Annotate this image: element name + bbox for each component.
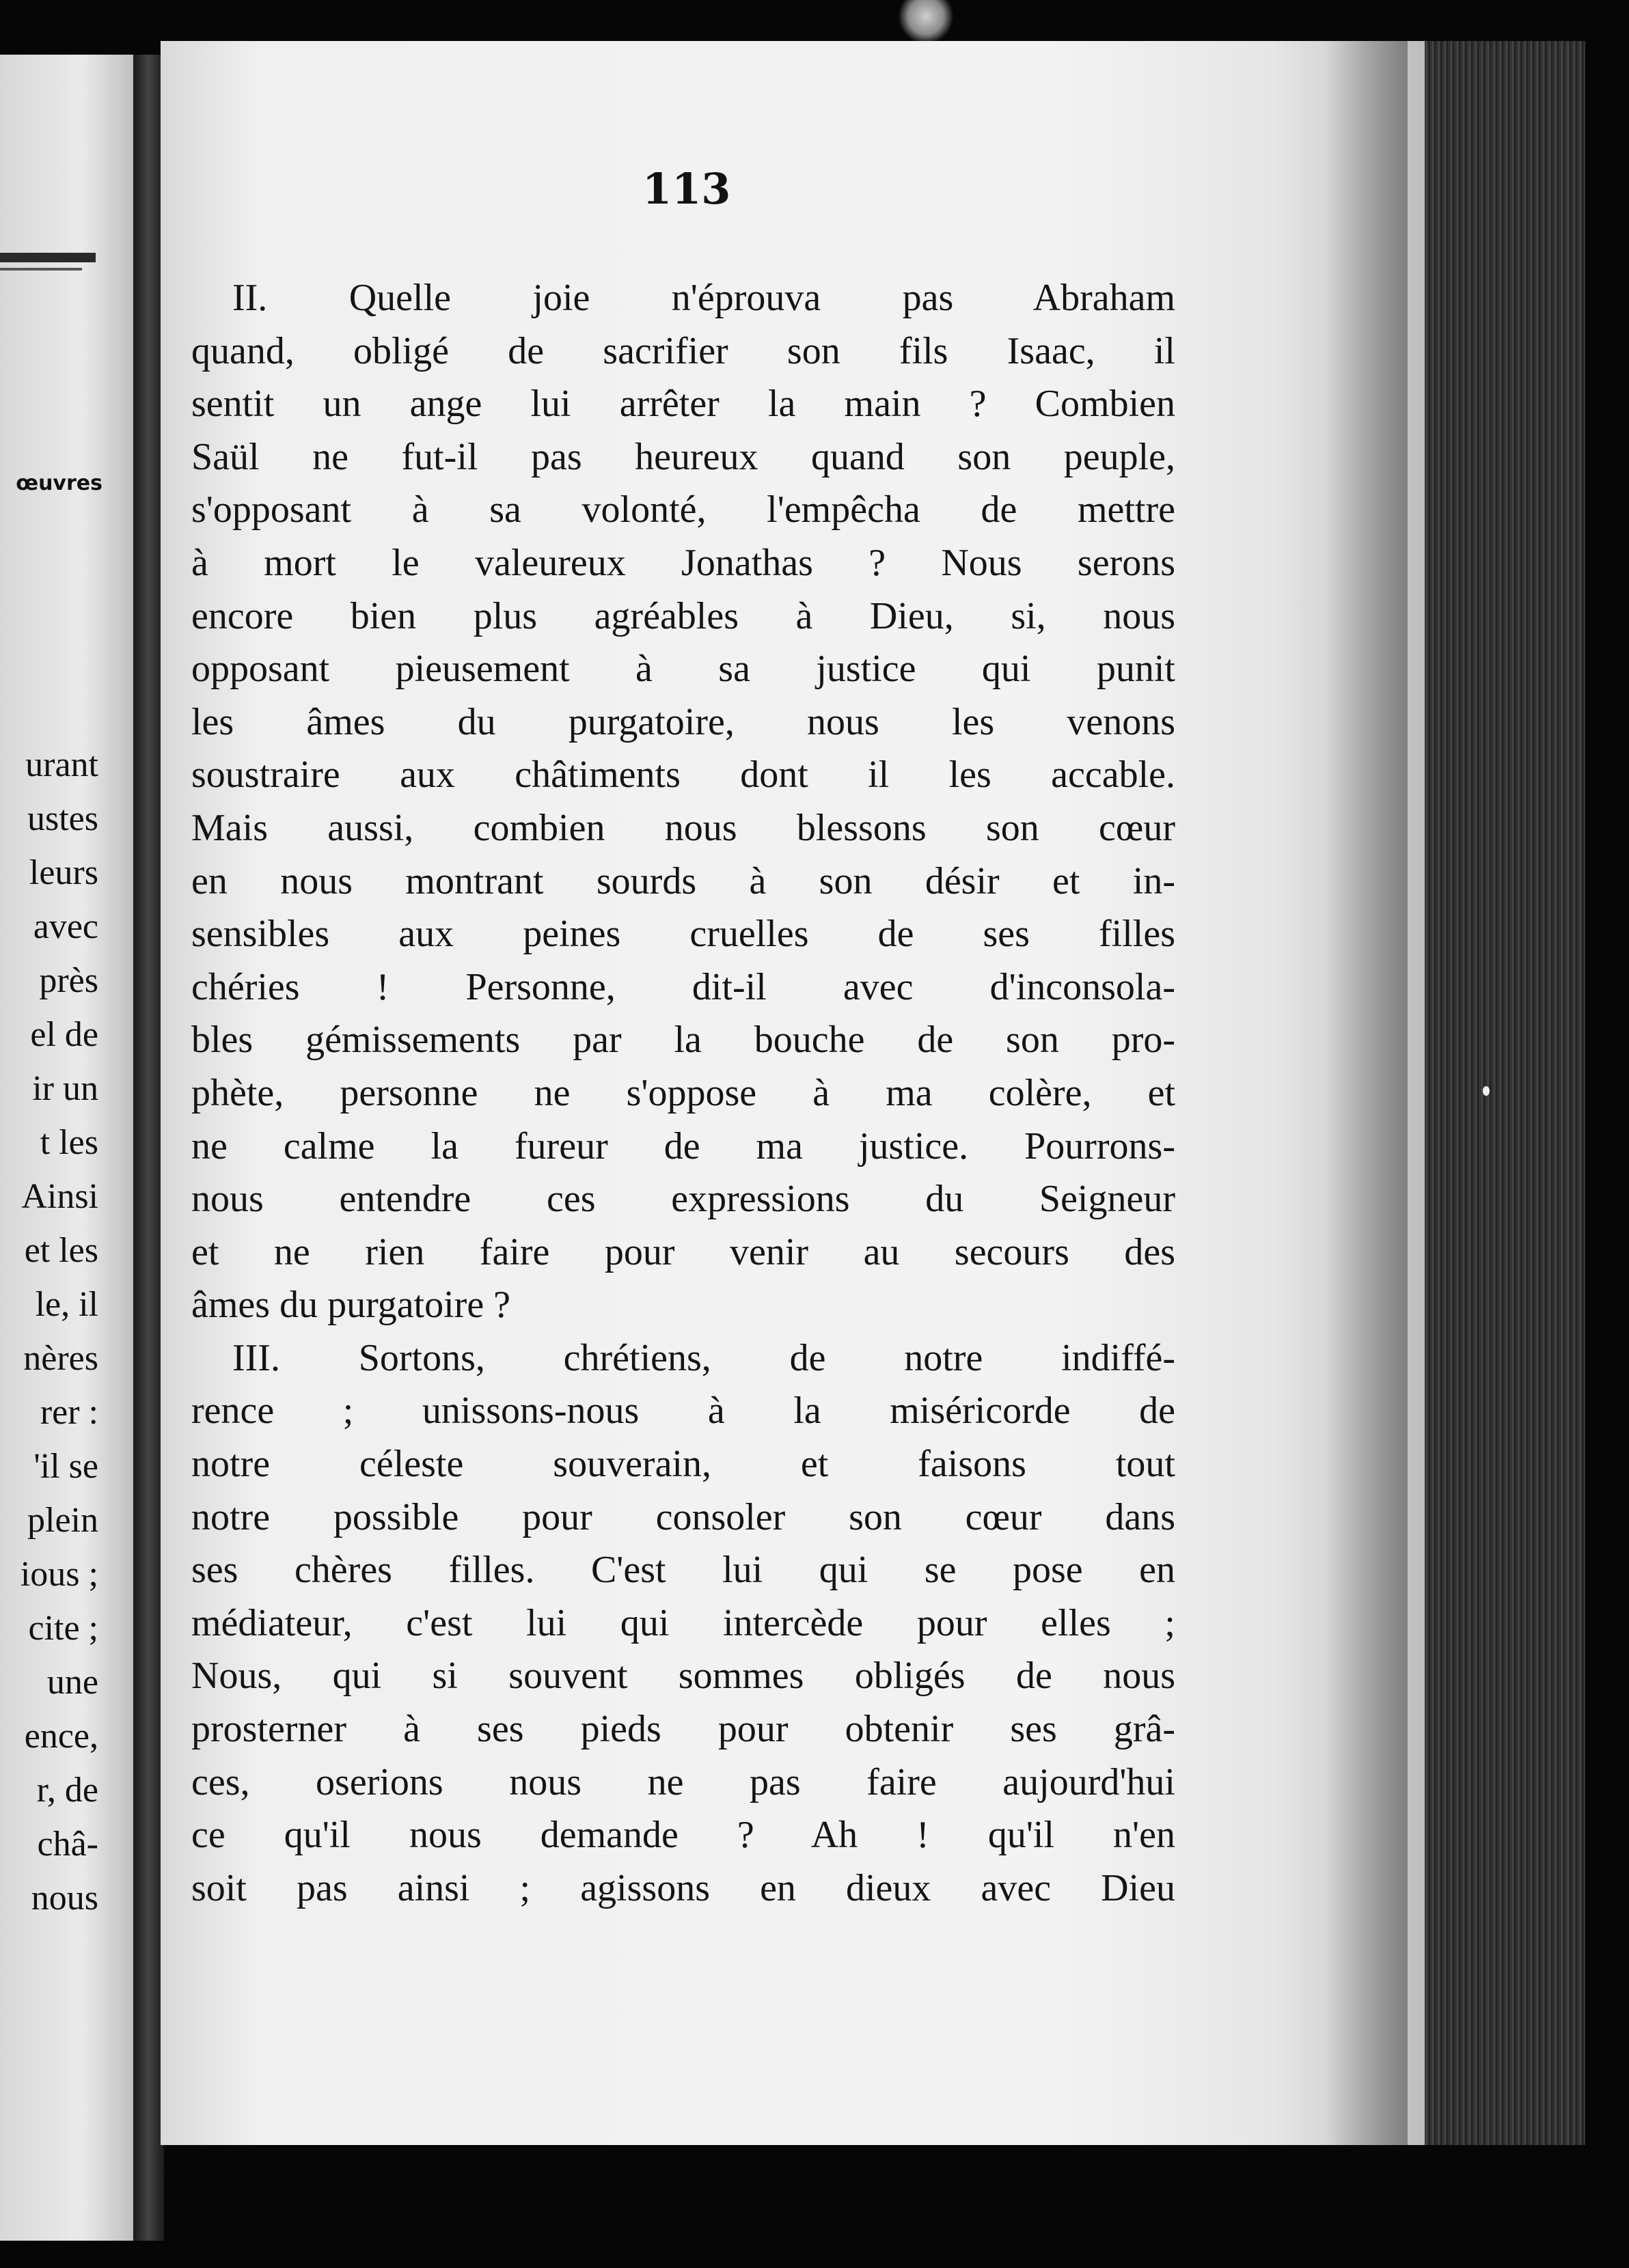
left-line: 'il se bbox=[33, 1447, 98, 1486]
left-line: t les bbox=[40, 1123, 98, 1162]
left-line: ious ; bbox=[20, 1555, 98, 1594]
left-line: cite ; bbox=[28, 1609, 98, 1648]
text-line: bles gémissements par la bouche de son pro- bbox=[191, 1019, 1175, 1062]
left-line: nères bbox=[23, 1339, 98, 1378]
text-line: ne calme la fureur de ma justice. Pourrons- bbox=[191, 1124, 1175, 1167]
text-line: rence ; unissons-nous à la miséricorde de bbox=[191, 1389, 1175, 1433]
left-line: ir un bbox=[32, 1069, 98, 1108]
text-line: encore bien plus agréables à Dieu, si, nous bbox=[191, 594, 1175, 637]
left-page-heading: œuvres bbox=[16, 471, 102, 495]
text-line: âmes du purgatoire ? bbox=[191, 1284, 511, 1327]
left-line: ustes bbox=[27, 799, 98, 838]
book-gutter bbox=[133, 55, 164, 2241]
text-line: sentit un ange lui arrêter la main ? Combien bbox=[191, 383, 1175, 426]
page-body-text bbox=[191, 272, 1175, 1915]
text-line: nous entendre ces expressions du Seigneur bbox=[191, 1178, 1175, 1221]
left-page-text bbox=[0, 738, 98, 1925]
left-line: châ- bbox=[37, 1825, 98, 1864]
left-line: le, il bbox=[35, 1285, 98, 1324]
text-line: et ne rien faire pour venir au secours des bbox=[191, 1230, 1175, 1273]
left-facing-page bbox=[0, 55, 137, 2241]
text-line: opposant pieusement à sa justice qui punit bbox=[191, 648, 1175, 691]
left-line: leurs bbox=[29, 853, 98, 892]
text-line: soit pas ainsi ; agissons en dieux avec Dieu bbox=[191, 1866, 1175, 1909]
text-line: chéries ! Personne, dit-il avec d'inconsola- bbox=[191, 965, 1175, 1008]
text-line: Nous, qui si souvent sommes obligés de nous bbox=[191, 1655, 1175, 1698]
left-line: et les bbox=[24, 1231, 98, 1270]
left-page-rule-thin bbox=[0, 268, 82, 271]
text-line: ses chères filles. C'est lui qui se pose en bbox=[191, 1549, 1175, 1592]
left-line: une bbox=[46, 1663, 98, 1702]
left-line: el de bbox=[30, 1015, 98, 1054]
left-line: près bbox=[39, 961, 98, 1000]
text-line: à mort le valeureux Jonathas ? Nous serons bbox=[191, 541, 1175, 584]
text-line: phète, personne ne s'oppose à ma colère, et bbox=[191, 1071, 1175, 1114]
text-line: soustraire aux châtiments dont il les accable. bbox=[191, 753, 1175, 797]
text-line: sensibles aux peines cruelles de ses filles bbox=[191, 913, 1175, 956]
scan-speck bbox=[1483, 1086, 1490, 1096]
text-line: Saül ne fut-il pas heureux quand son peuple, bbox=[191, 435, 1175, 478]
left-line: Ainsi bbox=[21, 1177, 98, 1216]
text-line: ce qu'il nous demande ? Ah ! qu'il n'en bbox=[191, 1814, 1175, 1857]
text-line: ces, oserions nous ne pas faire aujourd'hui bbox=[191, 1760, 1175, 1803]
left-line: ence, bbox=[24, 1717, 98, 1756]
text-line: s'opposant à sa volonté, l'empêcha de mettre bbox=[191, 488, 1175, 531]
text-line: notre possible pour consoler son cœur dans bbox=[191, 1495, 1175, 1538]
text-line: II. Quelle joie n'éprouva pas Abraham bbox=[232, 277, 1175, 319]
left-line: rer : bbox=[40, 1393, 98, 1432]
left-line: urant bbox=[25, 745, 98, 784]
left-line: avec bbox=[33, 907, 98, 946]
text-line: notre céleste souverain, et faisons tout bbox=[191, 1443, 1175, 1486]
text-line: III. Sortons, chrétiens, de notre indiffé- bbox=[232, 1336, 1175, 1379]
left-line: r, de bbox=[36, 1771, 98, 1810]
page-edge-shadow bbox=[1326, 41, 1408, 2145]
text-line: en nous montrant sourds à son désir et in- bbox=[191, 859, 1175, 902]
scan-dust-mark bbox=[895, 0, 957, 41]
left-line: nous bbox=[31, 1879, 98, 1918]
text-line: quand, obligé de sacrifier son fils Isaac, il bbox=[191, 329, 1175, 372]
left-page-rule bbox=[0, 253, 96, 262]
left-line: plein bbox=[27, 1501, 98, 1540]
page-number: 113 bbox=[642, 164, 731, 214]
text-line: médiateur, c'est lui qui intercède pour elles ; bbox=[191, 1601, 1175, 1644]
text-line: les âmes du purgatoire, nous les venons bbox=[191, 700, 1175, 743]
text-line: Mais aussi, combien nous blessons son cœur bbox=[191, 806, 1175, 849]
text-line: prosterner à ses pieds pour obtenir ses grâ- bbox=[191, 1708, 1175, 1751]
